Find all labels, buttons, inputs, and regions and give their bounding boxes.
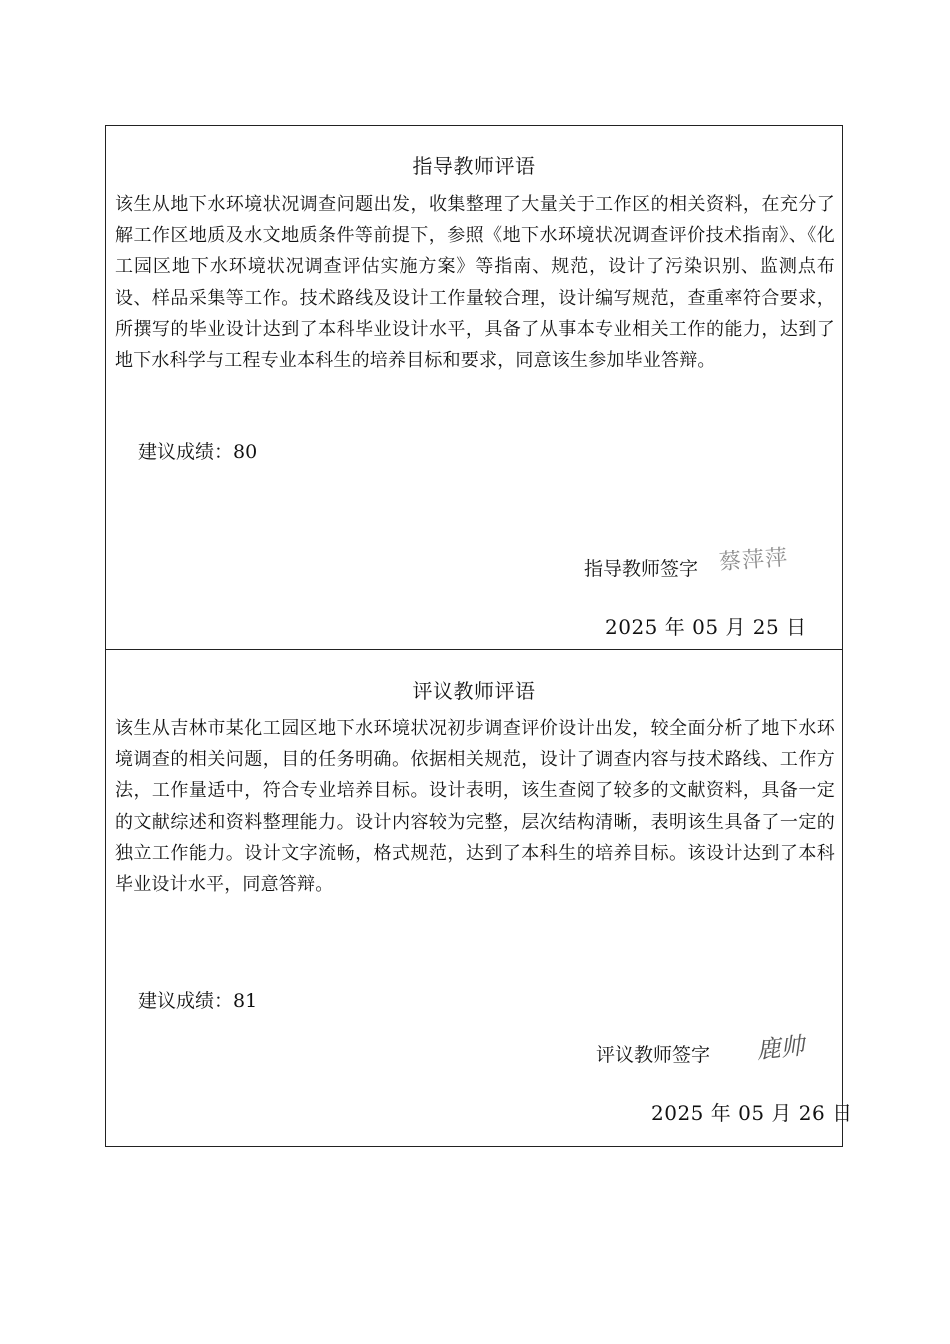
- reviewer-suggested-grade: [138, 986, 257, 1013]
- reviewer-comment-text: 该生从吉林市某化工园区地下水环境状况初步调查评价设计出发，较全面分析了地下水环境调查的相关问题，目的任务明确。依据相关规范，设计了调查内容与技术路线、工作方法，工作量适中，符合专业培养目标。设计表明，该生查阅了较多的文献资料，具备一定的文献综述和资料整理能力。设计内容较为完整，层次结构清晰，表明该生具备了一定的独立工作能力。设计文字流畅，格式规范，达到了本科生的培养目标。该设计达到了本科毕业设计水平，同意答辩。: [115, 718, 835, 896]
- section-divider: [106, 649, 842, 650]
- advisor-grade-label: 建议成绩：: [138, 441, 234, 463]
- reviewer-signature-label: 评议教师签字: [596, 1044, 711, 1066]
- advisor-suggested-grade: [138, 437, 257, 464]
- reviewer-sign-date: 2025 年 05 月 26 日: [651, 1101, 853, 1125]
- evaluation-form-table: [105, 125, 853, 1147]
- advisor-sign-date: 2025 年 05 月 25 日: [605, 615, 807, 639]
- reviewer-grade-label: 建议成绩：: [138, 990, 234, 1012]
- reviewer-grade-value: 81: [233, 990, 258, 1012]
- reviewer-handwritten-signature: 鹿帅: [754, 1031, 806, 1065]
- advisor-grade-value: 80: [233, 441, 258, 463]
- advisor-comment-heading: 指导教师评语: [412, 154, 536, 178]
- advisor-signature-label: 指导教师签字: [584, 558, 699, 580]
- advisor-handwritten-signature: 蔡萍萍: [718, 545, 789, 576]
- reviewer-comment-heading: 评议教师评语: [412, 679, 536, 703]
- advisor-comment-text: 该生从地下水环境状况调查问题出发，收集整理了大量关于工作区的相关资料，在充分了解工作区地质及水文地质条件等前提下，参照《地下水环境状况调查评价技术指南》、《化工园区地下水环境状况调查评估实施方案》等指南、规范，设计了污染识别、监测点布设、样品采集等工作。技术路线及设计工作量较合理，设计编写规范，查重率符合要求，所撰写的毕业设计达到了本科毕业设计水平，具备了从事本专业相关工作的能力，达到了地下水科学与工程专业本科生的培养目标和要求，同意该生参加毕业答辩。: [115, 194, 835, 372]
